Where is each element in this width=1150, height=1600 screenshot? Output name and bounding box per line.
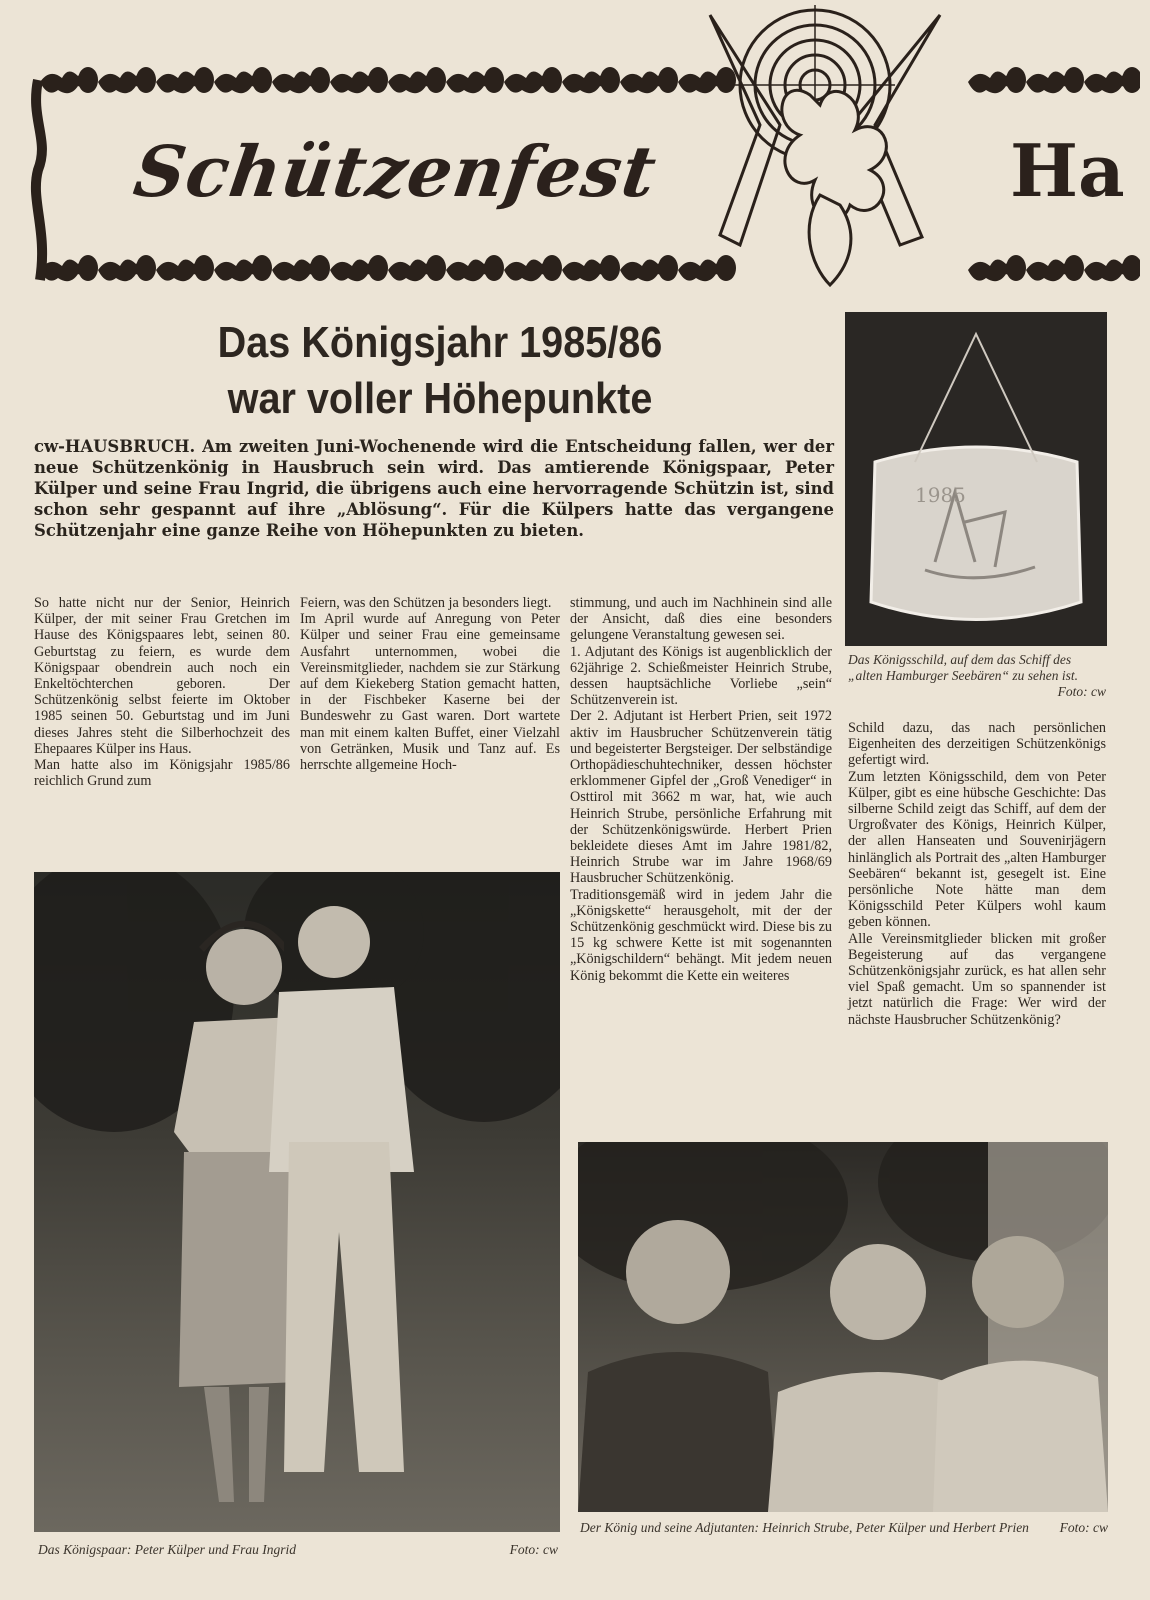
headline: [152, 315, 728, 427]
lead-paragraph: cw-HAUSBRUCH. Am zweiten Juni-Wochenende wird die Entscheidung fallen, wer der neue Schützenkönig in Hausbruch sein wird. Das amtierende Königspaar, Peter Külper und seine Frau Ingrid, die übrigens auch eine hervorragende Schützin ist, sind schon sehr gespannt auf ihre „Ablösung“. Für die Külpers hatte das vergangene Schützenjahr eine ganze Reihe von Höhepunkten zu bieten.: [34, 437, 834, 540]
article-column-3: [570, 595, 832, 984]
target-emblem-icon: [700, 5, 960, 305]
acorn-icon: [252, 255, 272, 281]
headline-line-2: war voller Höhepunkte: [227, 374, 653, 423]
article-column-2: [300, 595, 560, 773]
acorn-icon: [194, 255, 214, 281]
acorn-icon: [484, 255, 504, 281]
adjutants-caption-text: Der König und seine Adjutanten: Heinrich Strube, Peter Külper und Herbert Prien: [580, 1520, 1029, 1535]
top-garland: [40, 67, 1140, 93]
col1-paragraph: So hatte nicht nur der Senior, Heinrich Külper, der mit seiner Frau Gretchen im Hause des Königspaares lebt, seinen 80. Geburtstag zu feiern, es wurde dem Königspaar obendrein auch noch ein Enkeltöchterchen geboren. Der Schützenkönig selbst feierte im Oktober 1985 seinen 50. Geburtstag und im Juni dieses Jahres steht die Silberhochzeit des Ehepaares Külper ins Haus.: [34, 595, 290, 757]
acorn-icon: [78, 67, 98, 93]
adjutants-caption-credit: Foto: cw: [1059, 1520, 1108, 1535]
acorn-icon: [600, 255, 620, 281]
acorn-icon: [542, 255, 562, 281]
masthead-title-cut: Ha: [1010, 128, 1125, 213]
adjutants-photo: [578, 1142, 1108, 1512]
acorn-icon: [426, 67, 446, 93]
article-column-1: [34, 595, 290, 789]
acorn-icon: [252, 67, 272, 93]
shield-engraving: 1985: [915, 483, 966, 507]
acorn-icon: [1064, 255, 1084, 281]
acorn-icon: [136, 255, 156, 281]
col1-paragraph: Man hatte also im Königsjahr 1985/86 reichlich Grund zum: [34, 757, 290, 790]
acorn-icon: [600, 67, 620, 93]
acorn-icon: [542, 67, 562, 93]
acorn-icon: [1122, 255, 1140, 281]
col2-paragraph: Feiern, was den Schützen ja besonders liegt.: [300, 595, 552, 611]
article-column-4: [848, 720, 1106, 1028]
col3-paragraph: stimmung, und auch im Nachhinein sind alle der Ansicht, daß dies eine besonders gelungene Veranstaltung gewesen sei.: [570, 595, 832, 644]
masthead-title: Schützenfest: [129, 130, 662, 213]
acorn-icon: [484, 67, 504, 93]
col4-paragraph: Alle Vereinsmitglieder blicken mit großer Begeisterung auf das vergangene Schützenkönigsjahr zurück, es hat allen sehr viel Spaß gemacht. Um so spannender ist jetzt natürlich die Frage: Wer wird der nächste Hausbrucher Schützenkönig?: [848, 930, 1106, 1028]
col3-paragraph: 1. Adjutant des Königs ist augenblicklich der 62jährige 2. Schießmeister Heinrich Strube, dessen hauptsächliche Vorliebe „sein“ Schützenverein ist.: [570, 643, 832, 709]
acorn-icon: [136, 67, 156, 93]
acorn-icon: [658, 67, 678, 93]
acorn-icon: [368, 67, 388, 93]
acorn-icon: [1122, 67, 1140, 93]
shield-caption-credit: Foto: cw: [1057, 684, 1106, 699]
couple-caption-text: Das Königspaar: Peter Külper und Frau Ingrid: [38, 1542, 296, 1557]
shield-caption: [848, 652, 1106, 700]
acorn-icon: [310, 67, 330, 93]
col2-paragraph: Im April wurde auf Anregung von Peter Külper und seiner Frau eine gemeinsame Ausfahrt unternommen, wobei die Vereinsmitglieder, nachdem sie zur Stärkung auf dem Kiekeberg Station gemacht hatten, in der Fischbeker Kaserne bei der Bundeswehr zu Gast waren. Dort wartete man mit einem kalten Buffet, einer Vielzahl von Getränken, Musik und Tanz auf. Es herrschte allgemeine Hoch-: [300, 611, 560, 774]
acorn-icon: [658, 255, 678, 281]
acorn-icon: [1064, 67, 1084, 93]
bottom-garland: [40, 255, 1140, 281]
adjutants-caption: [580, 1520, 1108, 1536]
col4-paragraph: Zum letzten Königsschild, dem von Peter Külper, gibt es eine hübsche Geschichte: Das silberne Schild zeigt das Schiff, auf dem der Urgroßvater des Königs, Heinrich Külper, der allen Hanseaten und Souvenirjägern hinlänglich als Portrait des „alten Hamburger Seebären“ bekannt ist, gesegelt ist. Eine persönliche Note hätte man dem Königsschild Peter Külpers wohl kaum geben können.: [848, 768, 1106, 931]
couple-caption-credit: Foto: cw: [509, 1542, 558, 1557]
acorn-icon: [78, 255, 98, 281]
col3-paragraph: Der 2. Adjutant ist Herbert Prien, seit 1972 aktiv im Hausbrucher Schützenverein tätig und begeisterter Bergsteiger. Der selbständige Orthopädieschuhtechniker, dessen höchster erklommener Gipfel der „Groß Venediger“ in Osttirol mit 3662 m war, hat, wie auch Heinrich Strube, persönliche Erfahrung mit der Schützenkönigswürde. Herbert Prien bekleidete dieses Amt im Jahre 1981/82, Heinrich Strube war im Jahre 1968/69 Hausbrucher Schützenkönig.: [570, 708, 832, 887]
shield-photo: [845, 312, 1107, 646]
col4-paragraph: Schild dazu, das nach persönlichen Eigenheiten des derzeitigen Schützenkönigs gefertigt wird.: [848, 720, 1106, 769]
acorn-icon: [1006, 67, 1026, 93]
couple-photo: [34, 872, 560, 1532]
acorn-icon: [1006, 255, 1026, 281]
couple-caption: [38, 1542, 558, 1558]
shield-caption-text: Das Königsschild, auf dem das Schiff des „alten Hamburger Seebären“ zu sehen ist.: [848, 652, 1078, 683]
acorn-icon: [426, 255, 446, 281]
acorn-icon: [194, 67, 214, 93]
col3-paragraph: Traditionsgemäß wird in jedem Jahr die „Königskette“ herausgeholt, mit der der Schützenkönig geschmückt wird. Diese bis zu 15 kg schwere Kette ist mit sogenannten „Königschildern“ behängt. Mit jedem neuen König bekommt die Kette ein weiteres: [570, 886, 832, 984]
acorn-icon: [310, 255, 330, 281]
acorn-icon: [368, 255, 388, 281]
headline-line-1: Das Königsjahr 1985/86: [217, 318, 663, 367]
